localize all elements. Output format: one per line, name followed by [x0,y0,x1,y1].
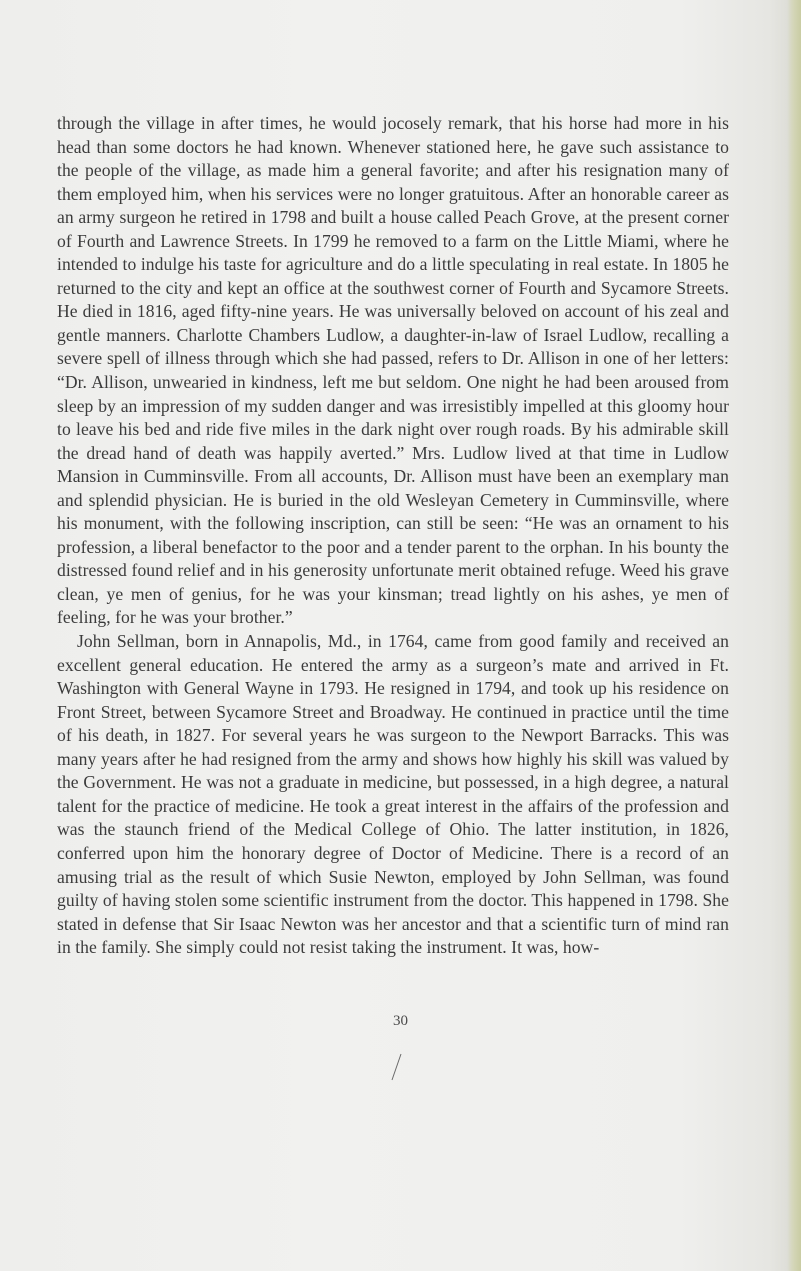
page-number: 30 [393,1013,408,1029]
page-edge-shadow [787,0,801,1271]
paragraph-sellman: John Sellman, born in Annapolis, Md., in 1764, came from good family and received an excellent general education. He entered the army as a surgeon’s mate and arrived in Ft. Washington with General Wayne in 1793. He resigned in 1794, and took up his residence on Front Street, between Sycamore Street and Broadway. He continued in practice until the time of his death, in 1827. For several years he was surgeon to the Newport Barracks. This was many years after he had resigned from the army and shows how highly his skill was valued by the Government. He was not a graduate in medicine, but possessed, in a high degree, a natural talent for the practice of medicine. He took a great interest in the affairs of the profession and was the staunch friend of the Medical College of Ohio. The latter institution, in 1826, conferred upon him the honorary degree of Doctor of Medicine. There is a record of an amusing trial as the result of which Susie Newton, employed by John Sellman, was found guilty of having stolen some scientific instrument from the doctor. This happened in 1798. She stated in defense that Sir Isaac Newton was her ancestor and that a scientific turn of mind ran in the family. She simply could not resist taking the instrument. It was, how- [57,631,729,958]
pencil-mark [389,1052,403,1082]
body-text [57,112,729,960]
paragraph-allison: through the village in after times, he would jocosely remark, that his horse had more in his head than some doctors he had known. Whenever stationed here, he gave such assistance to the people of the village, as made him a general favorite; and after his resignation many of them employed him, when his services were no longer gratuitous. After an honorable career as an army surgeon he retired in 1798 and built a house called Peach Grove, at the present corner of Fourth and Lawrence Streets. In 1799 he removed to a farm on the Little Miami, where he intended to indulge his taste for agriculture and do a little speculating in real estate. In 1805 he returned to the city and kept an office at the southwest corner of Fourth and Sycamore Streets. He died in 1816, aged fifty-nine years. He was universally beloved on account of his zeal and gentle manners. Charlotte Chambers Ludlow, a daughter-in-law of Israel Ludlow, recalling a severe spell of illness through which she had passed, refers to Dr. Allison in one of her letters: “Dr. Allison, unwearied in kindness, left me but seldom. One night he had been aroused from sleep by an impression of my sudden danger and was irresistibly impelled at this gloomy hour to leave his bed and ride five miles in the dark night over rough roads. By his admirable skill the dread hand of death was happily averted.” Mrs. Ludlow lived at that time in Ludlow Mansion in Cumminsville. From all accounts, Dr. Allison must have been an exemplary man and splendid physician. He is buried in the old Wesleyan Cemetery in Cumminsville, where his monument, with the following inscription, can still be seen: “He was an ornament to his profession, a liberal benefactor to the poor and a tender parent to the orphan. In his bounty the distressed found relief and in his generosity unfortunate merit obtained refuge. Weed his grave clean, ye men of genius, for he was your kinsman; tread lightly on his ashes, ye men of feeling, for he was your brother.” [57,113,729,628]
